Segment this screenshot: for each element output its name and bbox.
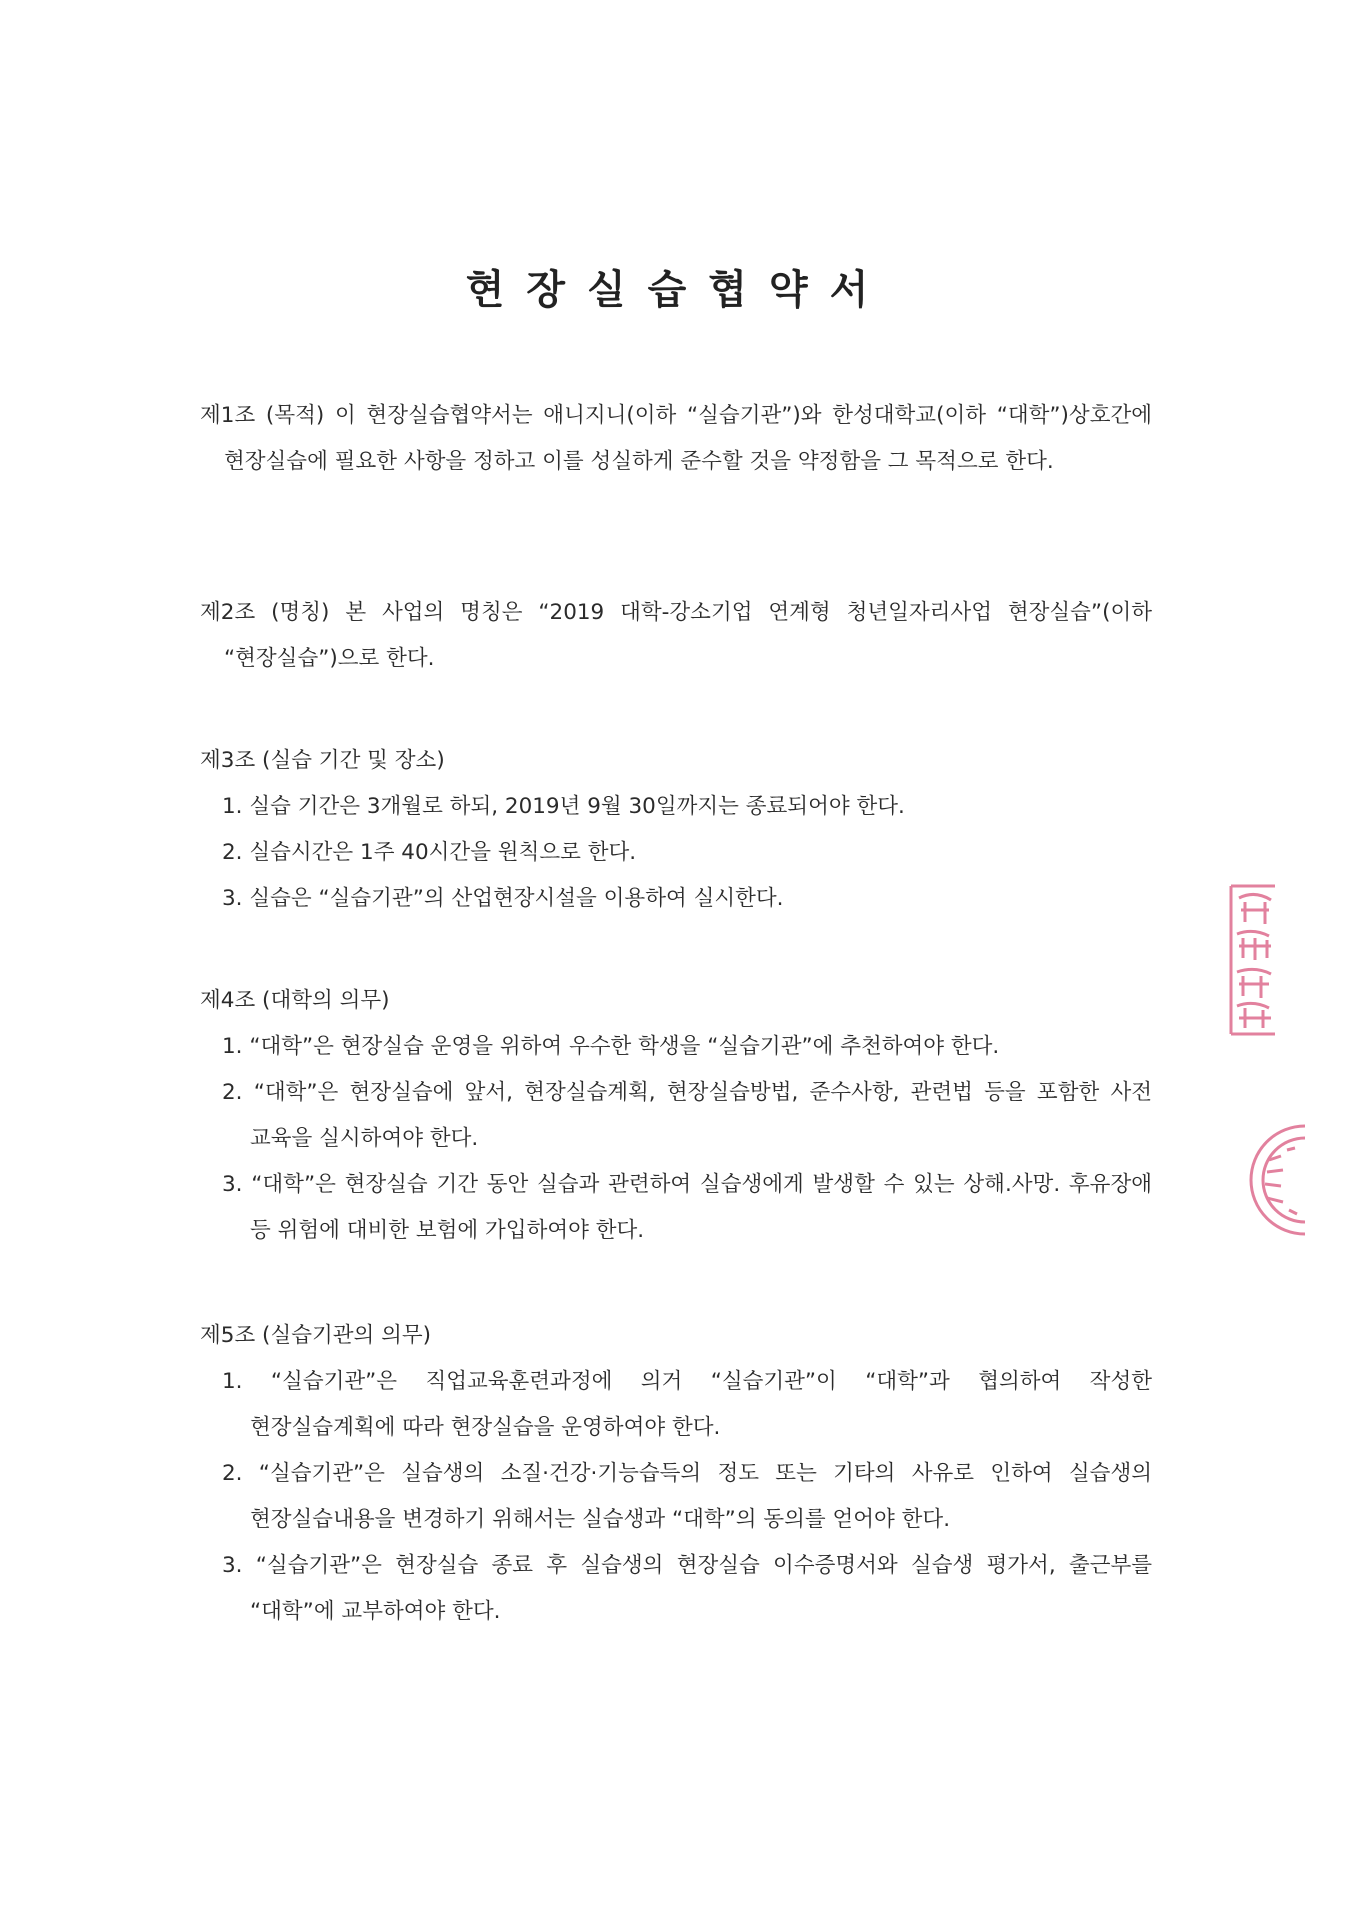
- article-5-item-2: 2. “실습기관”은 실습생의 소질·건강·기능습득의 정도 또는 기타의 사유로 인하여 실습생의 현장실습내용을 변경하기 위해서는 실습생과 “대학”의 동의를 얻어야 한다.: [222, 1461, 1152, 1532]
- article-4-item-2: 2. “대학”은 현장실습에 앞서, 현장실습계획, 현장실습방법, 준수사항, 관련법 등을 포함한 사전 교육을 실시하여야 한다.: [222, 1080, 1152, 1151]
- seal-stamp-rectangular: [1225, 880, 1280, 1040]
- article-3-item-3: 3. 실습은 “실습기관”의 산업현장시설을 이용하여 실시한다.: [222, 886, 784, 911]
- article-3-heading: 제3조 (실습 기간 및 장소): [200, 748, 445, 773]
- article-3-item-1: 1. 실습 기간은 3개월로 하되, 2019년 9월 30일까지는 종료되어야 한다.: [222, 794, 905, 819]
- article-4-heading: 제4조 (대학의 의무): [200, 988, 390, 1013]
- article-4-item-3: 3. “대학”은 현장실습 기간 동안 실습과 관련하여 실습생에게 발생할 수 있는 상해.사망. 후유장애 등 위험에 대비한 보험에 가입하여야 한다.: [222, 1172, 1152, 1243]
- article-2: [200, 590, 1152, 682]
- article-1: [200, 393, 1152, 485]
- article-5: [200, 1313, 1152, 1635]
- article-4: [200, 978, 1152, 1254]
- document-title: 현장실습협약서: [465, 267, 891, 313]
- article-5-item-3: 3. “실습기관”은 현장실습 종료 후 실습생의 현장실습 이수증명서와 실습생 평가서, 출근부를 “대학”에 교부하여야 한다.: [222, 1553, 1152, 1624]
- article-5-heading: 제5조 (실습기관의 의무): [200, 1323, 432, 1348]
- article-5-item-1: 1. “실습기관”은 직업교육훈련과정에 의거 “실습기관”이 “대학”과 협의하여 작성한 현장실습계획에 따라 현장실습을 운영하여야 한다.: [222, 1369, 1152, 1440]
- article-3: [200, 738, 1152, 922]
- article-2-text: 제2조 (명칭) 본 사업의 명칭은 “2019 대학-강소기업 연계형 청년일자리사업 현장실습”(이하 “현장실습”)으로 한다.: [200, 600, 1152, 671]
- seal-stamp-round: [1245, 1120, 1305, 1240]
- article-1-text: 제1조 (목적) 이 현장실습협약서는 애니지니(이하 “실습기관”)와 한성대학교(이하 “대학”)상호간에 현장실습에 필요한 사항을 정하고 이를 성실하게 준수할 것을 약정함을 그 목적으로 한다.: [200, 403, 1152, 474]
- article-3-item-2: 2. 실습시간은 1주 40시간을 원칙으로 한다.: [222, 840, 637, 865]
- article-4-item-1: 1. “대학”은 현장실습 운영을 위하여 우수한 학생을 “실습기관”에 추천하여야 한다.: [222, 1034, 1000, 1059]
